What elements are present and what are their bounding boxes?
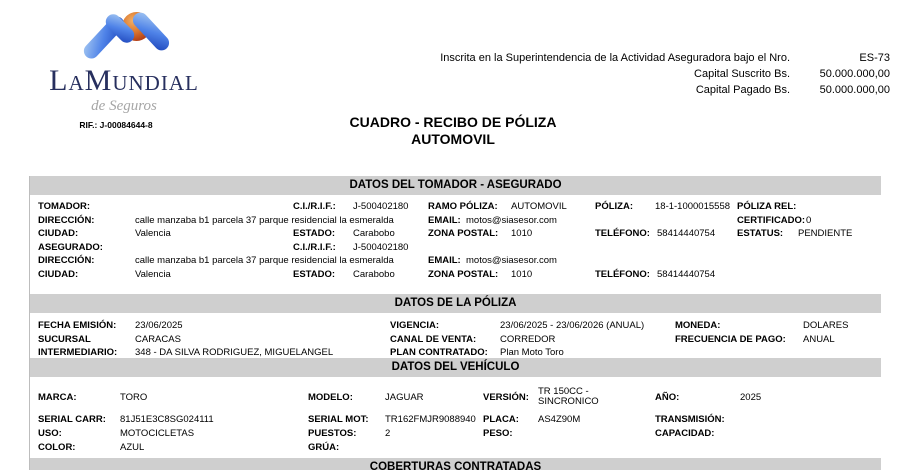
section-header-tomador: DATOS DEL TOMADOR - ASEGURADO xyxy=(30,176,881,195)
peso-label: PESO: xyxy=(483,428,513,439)
ramo-poliza-value: AUTOMOVIL xyxy=(511,201,567,212)
puestos-value: 2 xyxy=(385,428,391,439)
poliza-rel-label: PÓLIZA REL: xyxy=(737,201,797,212)
certificado-value: 0 xyxy=(806,215,812,226)
version-value: TR 150CC - SINCRONICO xyxy=(538,386,599,407)
capital-pagado-value: 50.000.000,00 xyxy=(819,84,890,96)
zona-postal-label: ZONA POSTAL: xyxy=(428,228,499,239)
intermediario-label: INTERMEDIARIO: xyxy=(38,347,118,358)
ano-label: AÑO: xyxy=(655,392,680,403)
fecha-emision-label: FECHA EMISIÓN: xyxy=(38,320,117,331)
serial-carr-label: SERIAL CARR: xyxy=(38,414,106,425)
plan-contratado-value: Plan Moto Toro xyxy=(500,347,564,358)
capital-suscrito-value: 50.000.000,00 xyxy=(819,68,890,80)
frecuencia-pago-label: FRECUENCIA DE PAGO: xyxy=(675,334,786,345)
estatus-label: ESTATUS: xyxy=(737,228,784,239)
ramo-poliza-label: RAMO PÓLIZA: xyxy=(428,201,498,212)
uso-label: USO: xyxy=(38,428,62,439)
company-name: LaMundial xyxy=(49,64,199,97)
marca-value: TORO xyxy=(120,392,148,403)
frecuencia-pago-value: ANUAL xyxy=(803,334,835,345)
zona-postal-label: ZONA POSTAL: xyxy=(428,269,499,280)
serial-mot-label: SERIAL MOT: xyxy=(308,414,369,425)
canal-venta-value: CORREDOR xyxy=(500,334,556,345)
ciudad-label: CIUDAD: xyxy=(38,269,79,280)
marca-label: MARCA: xyxy=(38,392,77,403)
serial-carr-value: 81J51E3C8SG024111 xyxy=(120,414,214,425)
telefono-label: TELÉFONO: xyxy=(595,269,650,280)
modelo-label: MODELO: xyxy=(308,392,353,403)
sucursal-label: SUCURSAL xyxy=(38,334,91,345)
estado-value: Carabobo xyxy=(353,269,395,280)
cirif-value: J-500402180 xyxy=(353,201,409,212)
cirif-value: J-500402180 xyxy=(353,242,409,253)
moneda-label: MONEDA: xyxy=(675,320,721,331)
section-header-poliza: DATOS DE LA PÓLIZA xyxy=(30,294,881,313)
intermediario-value: 348 - DA SILVA RODRIGUEZ, MIGUELANGEL xyxy=(135,347,334,358)
email-value: motos@siasesor.com xyxy=(466,215,557,226)
section-header-coberturas: COBERTURAS CONTRATADAS xyxy=(30,458,881,470)
plan-contratado-label: PLAN CONTRATADO: xyxy=(390,347,488,358)
sucursal-value: CARACAS xyxy=(135,334,181,345)
serial-mot-value: TR162FMJR9088940 xyxy=(385,414,476,425)
document-title-line2: AUTOMOVIL xyxy=(411,131,495,147)
estado-label: ESTADO: xyxy=(293,269,336,280)
telefono-label: TELÉFONO: xyxy=(595,228,650,239)
email-label: EMAIL: xyxy=(428,215,461,226)
capital-suscrito-label: Capital Suscrito Bs. xyxy=(694,68,790,80)
email-label: EMAIL: xyxy=(428,255,461,266)
direccion-label: DIRECCIÓN: xyxy=(38,215,95,226)
poliza-value: 18-1-1000015558 xyxy=(655,201,731,212)
section-header-vehiculo: DATOS DEL VEHÍCULO xyxy=(30,358,881,377)
ciudad-label: CIUDAD: xyxy=(38,228,79,239)
direccion-value: calle manzaba b1 parcela 37 parque residencial la esmeralda xyxy=(135,215,394,226)
moneda-value: DOLARES xyxy=(803,320,849,331)
estado-label: ESTADO: xyxy=(293,228,336,239)
asegurado-label: ASEGURADO: xyxy=(38,242,103,253)
document-title-line1: CUADRO - RECIBO DE PÓLIZA xyxy=(349,114,557,130)
telefono-value: 58414440754 xyxy=(657,228,716,239)
zona-postal-value: 1010 xyxy=(511,269,533,280)
registration-label: Inscrita en la Superintendencia de la Actividad Aseguradora bajo el Nro. xyxy=(440,52,790,64)
grua-label: GRÚA: xyxy=(308,442,340,453)
company-tagline: de Seguros xyxy=(91,98,157,114)
canal-venta-label: CANAL DE VENTA: xyxy=(390,334,477,345)
la-mundial-logo-icon xyxy=(76,12,172,64)
capital-pagado-label: Capital Pagado Bs. xyxy=(695,84,790,96)
uso-value: MOTOCICLETAS xyxy=(120,428,195,439)
modelo-value: JAGUAR xyxy=(385,392,424,403)
tomador-label: TOMADOR: xyxy=(38,201,91,212)
table-left-border xyxy=(29,176,30,470)
color-value: AZUL xyxy=(120,442,145,453)
version-label: VERSIÓN: xyxy=(483,392,529,403)
capacidad-label: CAPACIDAD: xyxy=(655,428,715,439)
transmision-label: TRANSMISIÓN: xyxy=(655,414,725,425)
zona-postal-value: 1010 xyxy=(511,228,533,239)
vigencia-value: 23/06/2025 - 23/06/2026 (ANUAL) xyxy=(500,320,645,331)
color-label: COLOR: xyxy=(38,442,76,453)
estatus-value: PENDIENTE xyxy=(798,228,853,239)
direccion-value: calle manzaba b1 parcela 37 parque residencial la esmeralda xyxy=(135,255,394,266)
ciudad-value: Valencia xyxy=(135,269,171,280)
direccion-label: DIRECCIÓN: xyxy=(38,255,95,266)
placa-label: PLACA: xyxy=(483,414,519,425)
certificado-label: CERTIFICADO: xyxy=(737,215,806,226)
estado-value: Carabobo xyxy=(353,228,395,239)
ano-value: 2025 xyxy=(740,392,762,403)
cirif-label: C.I./R.I.F.: xyxy=(293,201,336,212)
ciudad-value: Valencia xyxy=(135,228,171,239)
puestos-label: PUESTOS: xyxy=(308,428,357,439)
email-value: motos@siasesor.com xyxy=(466,255,557,266)
registration-value: ES-73 xyxy=(859,52,890,64)
telefono-value: 58414440754 xyxy=(657,269,716,280)
cirif-label: C.I./R.I.F.: xyxy=(293,242,336,253)
placa-value: AS4Z90M xyxy=(538,414,581,425)
company-rif: RIF.: J-00084644-8 xyxy=(79,120,153,130)
fecha-emision-value: 23/06/2025 xyxy=(135,320,183,331)
poliza-label: PÓLIZA: xyxy=(595,201,633,212)
vigencia-label: VIGENCIA: xyxy=(390,320,440,331)
